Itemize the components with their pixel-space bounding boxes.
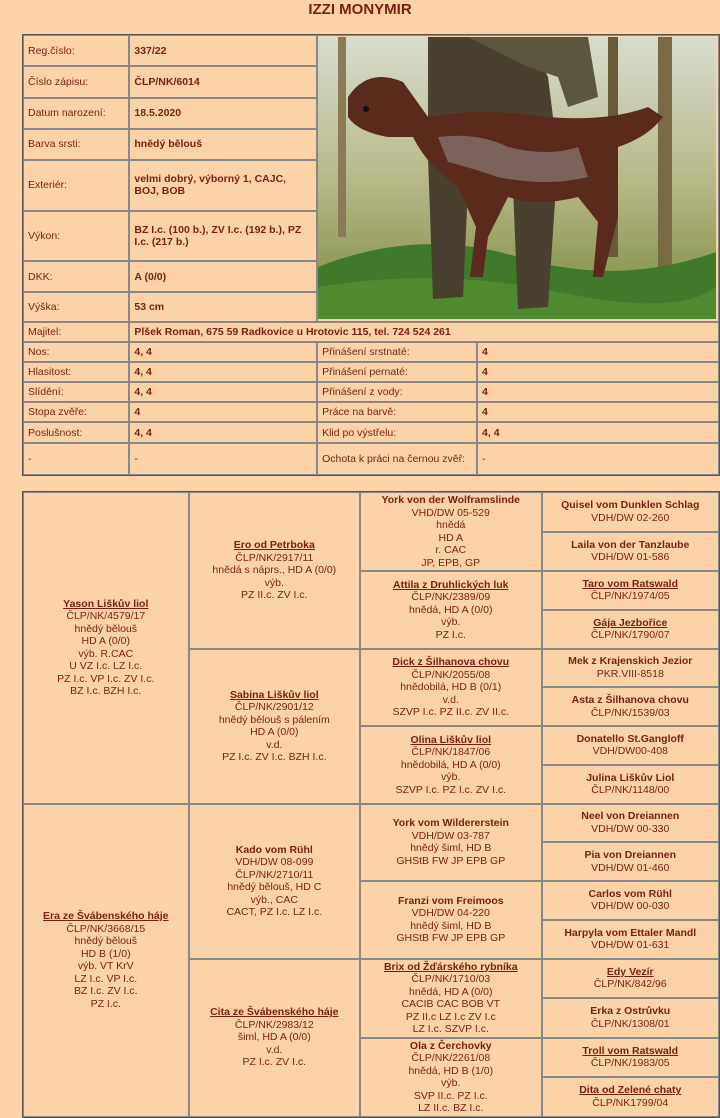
ancestor-name[interactable]: Troll vom Ratswald <box>582 1044 679 1057</box>
ancestor-name[interactable]: Brix od Žďárského rybníka <box>383 960 518 973</box>
ancestor-name: Franzi vom Freimoos <box>397 894 504 907</box>
ancestor-detail: SZVP I.c. PZ II.c. ZV II.c. <box>392 706 510 718</box>
ancestor-name: Pia von Dreiannen <box>584 849 677 862</box>
ancestor-detail: VDH/DW00-408 <box>592 745 668 758</box>
score-label: Přinášení z vody: <box>317 382 477 402</box>
pedigree-cell <box>189 804 361 959</box>
pedigree-cell <box>542 649 720 688</box>
barva-value: hnědý bělouš <box>129 129 317 160</box>
ancestor-detail: hnědá <box>436 519 466 531</box>
barva-label: Barva srsti: <box>23 129 129 160</box>
ancestor-detail: VDH/DW 00-330 <box>591 822 670 835</box>
score-value: 4, 4 <box>477 422 719 442</box>
score-label: Práce na barvě: <box>317 402 477 422</box>
ancestor-detail: ČLP/NK/2901/12 <box>234 701 314 713</box>
ancestor-name: Harpyla vom Ettaler Mandl <box>564 926 697 939</box>
ancestor-name: Carlos vom Rühl <box>588 887 672 900</box>
ancestor-detail: ČLP/NK/3668/15 <box>66 922 146 935</box>
dog-photo-image <box>318 37 716 319</box>
ancestor-name: Ola z Čerchovky <box>409 1039 492 1052</box>
ancestor-detail: U VZ I.c. LZ I.c. <box>69 660 143 673</box>
pedigree-cell <box>542 1077 720 1117</box>
datum-value: 18.5.2020 <box>129 98 317 129</box>
pedigree-cell <box>542 1038 720 1078</box>
ancestor-detail: výb., CAC <box>250 893 298 906</box>
ancestor-detail: LZ I.c. VP I.c. <box>74 972 138 985</box>
pedigree-cell <box>360 571 541 649</box>
ancestor-detail: PZ I.c. <box>90 997 121 1010</box>
score-row <box>23 402 719 422</box>
ancestor-name: Donatello St.Gangloff <box>576 732 684 745</box>
score-row <box>23 443 719 475</box>
ancestor-detail: ČLP/NK/1148/00 <box>591 784 670 797</box>
ancestor-detail: ČLP/NK/2710/11 <box>235 868 314 881</box>
score-value: - <box>477 443 719 475</box>
score-label: Přinášení pernaté: <box>317 362 477 382</box>
ancestor-detail: SZVP I.c. PZ I.c. ZV I.c. <box>395 783 507 796</box>
score-label: Hlasitost: <box>23 362 129 382</box>
ancestor-name[interactable]: Gája Jezbořice <box>593 616 668 629</box>
ancestor-detail: VDH/DW 00-030 <box>591 900 670 913</box>
ancestor-detail: v.d. <box>266 738 283 751</box>
ancestor-name[interactable]: Olina Liškův liol <box>410 733 492 746</box>
ancestor-detail: VDH/DW 01-631 <box>591 939 670 952</box>
ancestor-detail: výb. <box>441 1077 461 1089</box>
dkk-value: A (0/0) <box>129 261 317 292</box>
score-value: 4 <box>477 382 719 402</box>
dkk-label: DKK: <box>23 261 129 292</box>
ancestor-detail: ČLP/NK/1710/03 <box>411 973 491 985</box>
ancestor-detail: PZ I.c. VP I.c. ZV I.c. <box>57 672 155 685</box>
ancestor-detail: PZ II.c LZ I.c ZV I.c <box>405 1010 496 1023</box>
pedigree-cell <box>542 881 720 920</box>
pedigree-cell <box>542 804 720 843</box>
pedigree-cell <box>542 959 720 999</box>
majitel-value: Plšek Roman, 675 59 Radkovice u Hrotovic 115, tel. 724 524 261 <box>129 322 719 342</box>
ancestor-detail: výb. <box>441 616 461 628</box>
majitel-label: Majitel: <box>23 322 129 342</box>
vyska-label: Výška: <box>23 292 129 321</box>
ancestor-detail: ČLP/NK/4579/17 <box>66 610 146 623</box>
pedigree-cell <box>23 804 189 1117</box>
ancestor-name[interactable]: Dick z Šilhanova chovu <box>392 656 510 668</box>
ancestor-detail: v.d. <box>266 1043 283 1056</box>
ancestor-detail: hnědá, HD B (1/0) <box>408 1064 494 1077</box>
ancestor-detail: hnědý bělouš, HD C <box>227 881 322 893</box>
ancestor-detail: výb. R.CAC <box>78 647 134 660</box>
ancestor-name: Julina Liškův Liol <box>586 771 675 784</box>
ancestor-detail: PZ I.c. ZV I.c. <box>242 1056 307 1069</box>
pedigree-cell <box>360 804 541 882</box>
ancestor-name[interactable]: Ero od Petrboka <box>233 539 315 551</box>
score-row <box>23 422 719 442</box>
pedigree-cell <box>542 726 720 765</box>
ancestor-detail: hnědý bělouš s pálením <box>218 713 330 726</box>
score-value: 4, 4 <box>129 362 317 382</box>
score-row <box>23 382 719 402</box>
ancestor-detail: CACIB CAC BOB VT <box>401 998 501 1010</box>
ancestor-name: York vom Wildererstein <box>392 817 509 830</box>
ancestor-detail: HD B (1/0) <box>80 947 131 960</box>
ancestor-name: Laila von der Tanzlaube <box>571 538 690 551</box>
ancestor-detail: hnědý šiml, HD B <box>410 842 492 855</box>
pedigree-row <box>23 492 719 532</box>
pedigree-cell <box>542 842 720 881</box>
ancestor-detail: hnědá, HD A (0/0) <box>409 985 493 998</box>
ancestor-detail: hnědobilá, HD B (0/1) <box>400 681 502 693</box>
page-title: IZZI MONYMIR <box>308 1 412 18</box>
ancestor-detail: PZ I.c. ZV I.c. BZH I.c. <box>222 751 327 763</box>
ancestor-detail: šiml, HD A (0/0) <box>237 1031 311 1044</box>
ancestor-name: Erka z Ostrůvku <box>590 1005 671 1018</box>
ancestor-detail: ČLP/NK/1983/05 <box>590 1057 670 1070</box>
ancestor-detail: PKR.VIII-8518 <box>596 667 664 680</box>
ancestor-detail: HD A <box>438 531 464 544</box>
ancestor-detail: GHStB FW JP EPB GP <box>396 932 506 945</box>
ancestor-detail: r. CAC <box>435 544 467 556</box>
score-value: - <box>129 443 317 475</box>
ancestor-detail: VDH/DW 02-260 <box>591 511 670 524</box>
ancestor-detail: výb. <box>441 771 461 783</box>
ancestor-detail: JP, EPB, GP <box>421 556 481 569</box>
pedigree-cell <box>189 959 361 1117</box>
score-label: - <box>23 443 129 475</box>
ancestor-name[interactable]: Cita ze Švábenského háje <box>210 1006 339 1019</box>
exterier-label: Exteriér: <box>23 160 129 210</box>
ancestor-detail: výb. VT KrV <box>77 960 134 972</box>
ancestor-name: Mek z Krajenskich Jezior <box>568 655 693 668</box>
pedigree-cell <box>360 959 541 1038</box>
ancestor-name[interactable]: Attila z Druhlických luk <box>393 578 509 591</box>
ancestor-detail: ČLP/NK/2983/12 <box>234 1018 314 1031</box>
ancestor-name: York von der Wolframslinde <box>381 494 521 506</box>
score-value: 4, 4 <box>129 342 317 362</box>
pedigree-cell <box>542 571 720 610</box>
ancestor-detail: ČLP/NK/1847/06 <box>411 746 491 758</box>
pedigree-cell <box>360 649 541 727</box>
ancestor-detail: ČLP/NK/2261/08 <box>411 1052 491 1064</box>
pedigree-cell <box>360 726 541 804</box>
ancestor-name[interactable]: Dita od Zelené chaty <box>579 1084 682 1097</box>
pedigree-cell <box>360 492 541 571</box>
ancestor-detail: hnědá, HD A (0/0) <box>409 603 493 616</box>
pedigree-cell <box>542 532 720 572</box>
pedigree-cell <box>542 920 720 959</box>
pedigree-cell <box>360 1038 541 1117</box>
score-value: 4 <box>477 402 719 422</box>
ancestor-name: Neel von Dreiannen <box>581 810 680 823</box>
score-value: 4, 4 <box>129 422 317 442</box>
ancestor-detail: hnědobilá, HD A (0/0) <box>400 758 501 771</box>
score-value: 4 <box>477 342 719 362</box>
ancestor-detail: HD A (0/0) <box>250 726 299 738</box>
ancestor-name: Quisel vom Dunklen Schlag <box>561 499 700 512</box>
pedigree-row <box>23 804 719 843</box>
ancestor-name[interactable]: Yason Liškův liol <box>63 597 149 610</box>
zapis-value: ČLP/NK/6014 <box>129 66 317 97</box>
ancestor-detail: hnědý šiml, HD B <box>410 919 492 932</box>
ancestor-detail: BZ I.c. BZH I.c. <box>70 685 142 698</box>
score-value: 4 <box>477 362 719 382</box>
ancestor-detail: výb. <box>264 576 284 589</box>
score-value: 4, 4 <box>129 382 317 402</box>
zapis-label: Číslo zápisu: <box>23 66 129 97</box>
ancestor-detail: ČLP/NK/2055/08 <box>411 668 491 681</box>
ancestor-detail: hnědý bělouš <box>74 935 137 947</box>
pedigree-cell <box>542 765 720 804</box>
score-label: Stopa zvěře: <box>23 402 129 422</box>
ancestor-detail: hnědý bělouš <box>74 622 137 635</box>
ancestor-detail: HD A (0/0) <box>81 635 130 648</box>
ancestor-detail: ČLP/NK/1539/03 <box>590 706 670 719</box>
ancestor-detail: hnědá s náprs., HD A (0/0) <box>212 564 337 576</box>
ancestor-detail: GHStB FW JP EPB GP <box>396 854 506 867</box>
ancestor-detail: VDH/DW 03-787 <box>411 829 490 842</box>
ancestor-detail: VDH/DW 04-220 <box>411 907 490 920</box>
exterier-value: velmi dobrý, výborný 1, CAJC, BOJ, BOB <box>129 160 317 210</box>
ancestor-detail: PZ II.c. ZV I.c. <box>241 589 308 601</box>
score-label: Slídění: <box>23 382 129 402</box>
pedigree-table <box>22 491 720 1118</box>
vyska-value: 53 cm <box>129 292 317 321</box>
score-row <box>23 362 719 382</box>
pedigree-cell <box>542 687 720 726</box>
datum-label: Datum narození: <box>23 98 129 129</box>
vykon-value: BZ I.c. (100 b.), ZV I.c. (192 b.), PZ I.c. (217 b.) <box>129 211 317 261</box>
ancestor-detail: ČLP/NK/1974/05 <box>590 590 670 603</box>
ancestor-name: Kado vom Rühl <box>235 843 313 856</box>
ancestor-detail: VDH/DW 08-099 <box>235 856 314 868</box>
ancestor-name[interactable]: Taro vom Ratswald <box>582 577 678 590</box>
ancestor-detail: BZ I.c. ZV I.c. <box>73 985 138 997</box>
ancestor-detail: VDH/DW 01-460 <box>591 861 670 874</box>
score-label: Ochota k práci na černou zvěř: <box>317 443 477 475</box>
ancestor-name[interactable]: Edy Vezír <box>606 965 654 978</box>
dog-info-table <box>22 34 720 476</box>
ancestor-detail: VDH/DW 01-586 <box>591 551 670 564</box>
ancestor-detail: ČLP/NK/842/96 <box>593 978 667 991</box>
score-row <box>23 342 719 362</box>
pedigree-cell <box>360 881 541 959</box>
reg-label: Reg.číslo: <box>23 35 129 66</box>
reg-value: 337/22 <box>129 35 317 66</box>
score-label: Klid po výstřelu: <box>317 422 477 442</box>
pedigree-cell <box>542 492 720 532</box>
score-value: 4 <box>129 402 317 422</box>
ancestor-name: Asta z Šilhanova chovu <box>571 694 689 707</box>
ancestor-detail: v.d. <box>442 693 459 706</box>
pedigree-cell <box>189 492 361 649</box>
ancestor-detail: ČLP/NK/1308/01 <box>590 1017 670 1030</box>
score-label: Nos: <box>23 342 129 362</box>
dog-photo <box>317 35 719 322</box>
ancestor-detail: LZ I.c. SZVP I.c. <box>412 1023 489 1035</box>
pedigree-cell <box>542 610 720 649</box>
score-label: Poslušnost: <box>23 422 129 442</box>
ancestor-detail: ČLP/NK/1790/07 <box>590 629 670 642</box>
ancestor-detail: SVP II.c. PZ I.c. <box>413 1089 488 1102</box>
ancestor-detail: ČLP/NK1799/04 <box>592 1096 669 1109</box>
pedigree-cell <box>189 649 361 804</box>
ancestor-detail: CACT, PZ I.c. LZ I.c. <box>226 906 323 918</box>
pedigree-cell <box>23 492 189 804</box>
ancestor-name[interactable]: Sabina Liškův liol <box>229 688 319 701</box>
ancestor-name[interactable]: Era ze Švábenského háje <box>43 910 169 922</box>
score-label: Přinášení srstnaté: <box>317 342 477 362</box>
ancestor-detail: ČLP/NK/2389/09 <box>411 591 491 603</box>
pedigree-cell <box>542 998 720 1038</box>
ancestor-detail: PZ I.c. <box>435 628 466 641</box>
ancestor-detail: ČLP/NK/2917/11 <box>235 551 314 564</box>
vykon-label: Výkon: <box>23 211 129 261</box>
ancestor-detail: LZ II.c. BZ I.c. <box>418 1102 484 1114</box>
ancestor-detail: VHD/DW 05-529 <box>411 506 490 519</box>
